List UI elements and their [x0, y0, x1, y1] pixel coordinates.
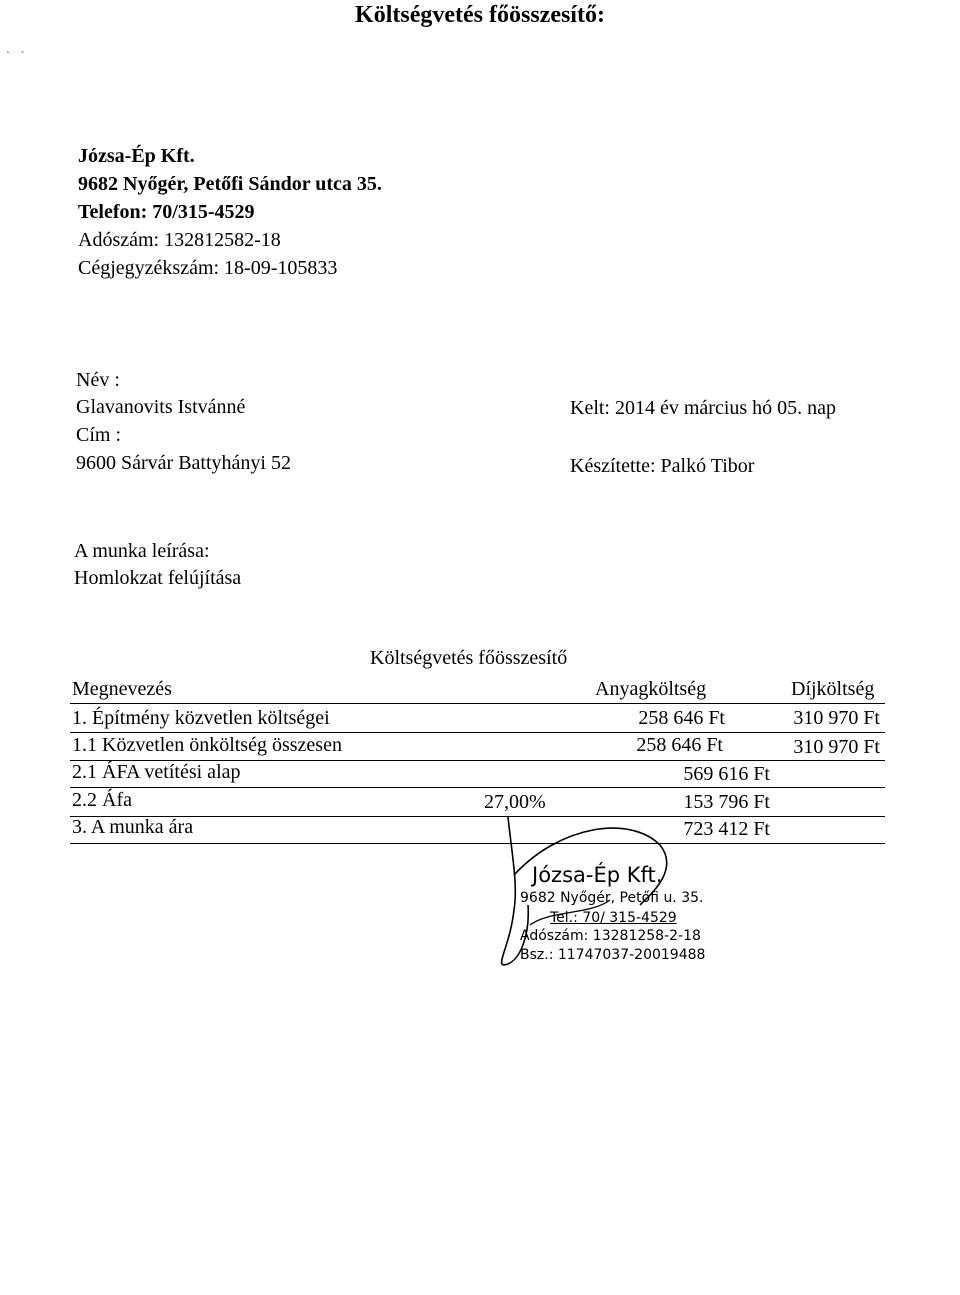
vat-rate: 27,00% [484, 791, 546, 813]
row-material: 258 646 Ft [638, 707, 725, 729]
company-address: 9682 Nyőgér, Petőfi Sándor utca 35. [78, 173, 382, 195]
client-address-label: Cím : [76, 424, 122, 446]
total-name: 3. A munka ára [72, 816, 194, 838]
document-title: Költségvetés főösszesítő: [355, 2, 605, 28]
work-label: A munka leírása: [74, 540, 210, 562]
row-name: 1. Építmény közvetlen költségei [72, 707, 330, 729]
stamp-bank: Bsz.: 11747037-20019488 [520, 947, 706, 963]
date-line: Kelt: 2014 év március hó 05. nap [570, 397, 837, 419]
stamp-tax-number: Adószám: 13281258-2-18 [520, 928, 701, 944]
prepared-by: Készítette: Palkó Tibor [570, 455, 755, 477]
header-fee: Díjköltség [791, 678, 875, 700]
company-phone: Telefon: 70/315-4529 [78, 201, 255, 223]
company-tax-number: Adószám: 132812582-18 [78, 229, 281, 251]
stamp-company: Józsa-Ép Kft. [532, 863, 663, 887]
company-registration: Cégjegyzékszám: 18-09-105833 [78, 257, 338, 279]
stamp-address: 9682 Nyőgér, Petőfi u. 35. [520, 890, 704, 906]
work-description: Homlokzat felújítása [74, 567, 242, 589]
stamp-phone: Tel.: 70/ 315-4529 [550, 910, 677, 926]
client-name-label: Név : [76, 369, 120, 391]
vat-base-name: 2.1 ÁFA vetítési alap [72, 761, 241, 783]
header-name: Megnevezés [72, 678, 172, 700]
vat-base-value: 569 616 Ft [683, 763, 770, 785]
row-fee: 310 970 Ft [793, 707, 880, 729]
vat-base-rule [70, 787, 885, 788]
header-material: Anyagköltség [595, 678, 707, 700]
total-value: 723 412 Ft [683, 818, 770, 840]
vat-name: 2.2 Áfa [72, 789, 132, 811]
row-name: 1.1 Közvetlen önköltség összesen [72, 734, 342, 756]
scan-mark: ˋ ˋ [6, 50, 25, 62]
row-rule [70, 732, 885, 733]
client-name: Glavanovits Istvánné [76, 396, 246, 418]
row-material: 258 646 Ft [636, 734, 723, 756]
company-name: Józsa-Ép Kft. [78, 145, 195, 167]
summary-title: Költségvetés főösszesítő [370, 647, 568, 669]
header-rule [70, 703, 885, 704]
row-fee: 310 970 Ft [793, 736, 880, 758]
vat-value: 153 796 Ft [683, 791, 770, 813]
client-address: 9600 Sárvár Battyhányi 52 [76, 452, 291, 474]
